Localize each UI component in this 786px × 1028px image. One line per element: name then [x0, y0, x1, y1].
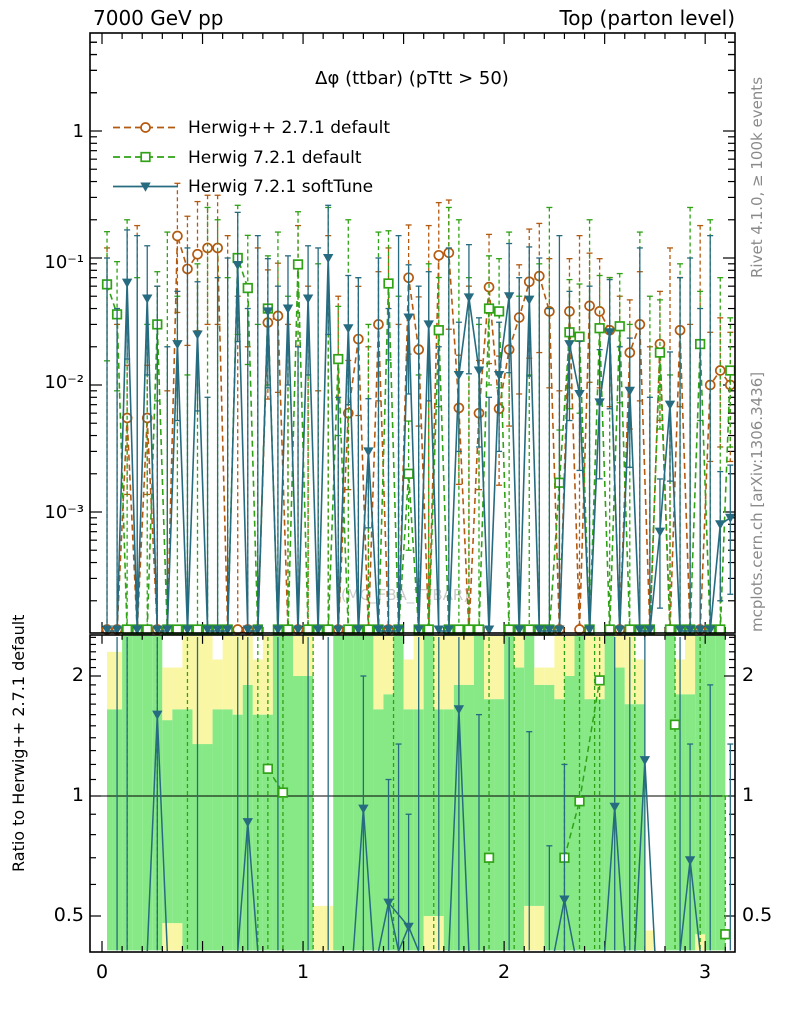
- ratio-ytick-1-right: 1: [742, 784, 755, 806]
- side-note-mcplots-arxiv: mcplots.cern.ch [arXiv:1306.3436]: [748, 371, 766, 632]
- ratio-ytick-05-left: 0.5: [53, 904, 84, 926]
- ratio-ytick-1-left: 1: [71, 784, 84, 806]
- xtick-0: 0: [95, 961, 109, 983]
- legend-marker-samples: [113, 123, 178, 192]
- ratio-ytick-2-left: 2: [71, 664, 84, 686]
- ratio-axis-title: Ratio to Herwig++ 2.7.1 default: [9, 614, 28, 872]
- ytick-1e-1: 10⁻¹: [44, 252, 84, 273]
- legend-label-herwig721: Herwig 7.2.1 default: [188, 148, 362, 168]
- ratio-ytick-05-right: 0.5: [742, 904, 773, 926]
- legend-label-herwigpp: Herwig++ 2.7.1 default: [188, 118, 391, 138]
- xtick-1: 1: [296, 961, 310, 983]
- header-process: Top (parton level): [559, 6, 735, 30]
- ytick-1e-3: 10⁻³: [44, 502, 84, 523]
- side-note-rivet-version: Rivet 4.1.0, ≥ 100k events: [748, 76, 766, 278]
- main-plot-data: [102, 183, 736, 634]
- header-beam-energy: 7000 GeV pp: [93, 6, 224, 30]
- xtick-3: 3: [698, 961, 712, 983]
- legend-label-softtune: Herwig 7.2.1 softTune: [188, 177, 374, 197]
- xtick-2: 2: [497, 961, 511, 983]
- ratio-ytick-2-right: 2: [742, 664, 755, 686]
- ytick-1e-2: 10⁻²: [44, 372, 84, 393]
- ratio-uncertainty-bands: [107, 636, 725, 950]
- ytick-1: 1: [72, 121, 84, 142]
- watermark-analysis-id: (MC_FBA_TTBAR): [340, 586, 470, 604]
- plot-title: Δφ (ttbar) (pTtt > 50): [315, 68, 509, 89]
